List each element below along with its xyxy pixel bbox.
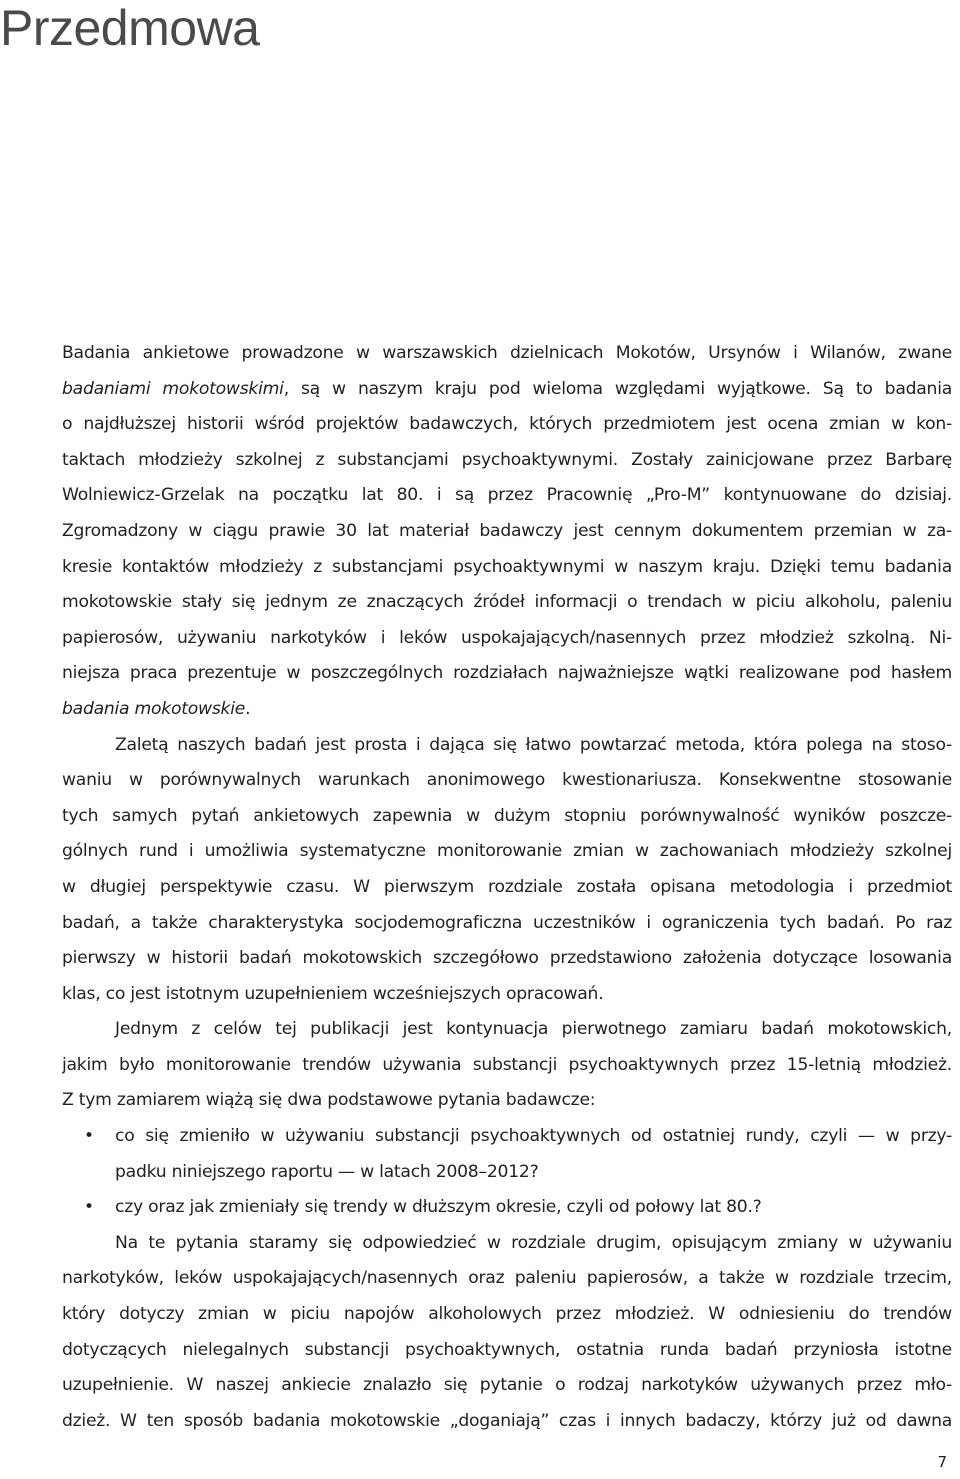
text-line [62,1155,952,1191]
text-line [62,1083,952,1119]
text-line [62,692,952,728]
text-line [62,834,952,870]
text-line [62,1012,952,1048]
text-line [62,656,952,692]
line-text: Na te pytania staramy się odpowiedzieć w rozdziale drugim, opisującym zmiany w używaniu [115,1232,952,1253]
line-text: . [245,698,251,719]
line-text: dotyczących nielegalnych substancji psychoaktywnych, ostatnia runda badań przyniosła istotne [62,1339,952,1360]
text-line [62,1333,952,1369]
text-line [62,621,952,657]
line-text: Wolniewicz-Grzelak na początku lat 80. i są przez Pracownię „Pro-M” kontynuowane do dzisiaj. [62,485,952,506]
text-line [62,906,952,942]
line-text: papierosów, używaniu narkotyków i leków uspokajających/nasennych przez młodzież szkolną. Ni- [62,627,952,648]
text-line [62,443,952,479]
text-line [62,1404,952,1440]
text-line [62,977,952,1013]
text-line [62,1297,952,1333]
line-text: waniu w porównywalnych warunkach anonimowego kwestionariusza. Konsekwentne stosowanie [62,770,952,791]
text-line [62,1261,952,1297]
line-text: uzupełnienie. W naszej ankiecie znalazło się pytanie o rodzaj narkotyków używanych przez mło- [62,1375,952,1396]
line-text: Z tym zamiarem wiążą się dwa podstawowe pytania badawcze: [62,1090,596,1111]
line-text: gólnych rund i umożliwia systematyczne monitorowanie zmian w zachowaniach młodzieży szkolnej [62,841,952,862]
line-text: Badania ankietowe prowadzone w warszawskich dzielnicach Mokotów, Ursynów i Wilanów, zwane [62,343,952,363]
line-text: kresie kontaktów młodzieży z substancjami psychoaktywnymi w naszym kraju. Dzięki temu badania [62,556,952,577]
text-line [62,728,952,764]
line-text: pierwszy w historii badań mokotowskich szczegółowo przedstawiono założenia dotyczące losowania [62,948,952,969]
text-line [62,941,952,977]
line-text: taktach młodzieży szkolnej z substancjami psychoaktywnymi. Zostały zainicjowane przez Barbarę [62,449,952,470]
line-text: niejsza praca prezentuje w poszczególnych rozdziałach najważniejsze wątki realizowane pod hasłem [62,663,952,684]
line-text: dzież. W ten sposób badania mokotowskie „doganiają” czas i innych badaczy, którzy już od dawna [62,1410,952,1431]
text-line [62,407,952,443]
line-text: klas, co jest istotnym uzupełnieniem wcześniejszych opracowań. [62,983,604,1004]
document-body [62,336,952,1439]
line-text: tych samych pytań ankietowych zapewnia w dużym stopniu porównywalność wyników poszcze- [62,805,952,826]
line-text: Jednym z celów tej publikacji jest kontynuacja pierwotnego zamiaru badań mokotowskich, [115,1019,952,1040]
text-line [62,514,952,550]
line-text: mokotowskie stały się jednym ze znaczących źródeł informacji o trendach w piciu alkoholu, paleniu [62,592,952,613]
page-title: Przedmowa [0,0,260,56]
text-line [62,478,952,514]
line-text: Zgromadzony w ciągu prawie 30 lat materiał badawczy jest cennym dokumentem przemian w za- [62,520,952,541]
line-text: jakim było monitorowanie trendów używania substancji psychoaktywnych przez 15-letnią młodzież. [62,1054,952,1075]
bullet-line [62,1190,952,1226]
line-text: , są w naszym kraju pod wieloma względami wyjątkowe. Są to badania [283,378,952,399]
line-text: w długiej perspektywie czasu. W pierwszym rozdziale została opisana metodologia i przedmiot [62,876,952,897]
italic-term: badaniami mokotowskimi [62,378,284,399]
line-text: co się zmieniło w używaniu substancji psychoaktywnych od ostatniej rundy, czyli — w przy- [115,1126,952,1147]
bullet-marker: • [84,1126,94,1147]
text-line [62,585,952,621]
bullet-line [62,1119,952,1155]
text-line [62,336,952,372]
line-text: narkotyków, leków uspokajających/nasennych oraz paleniu papierosów, a także w rozdziale trzecim, [62,1268,952,1289]
text-line [62,1226,952,1262]
text-line [62,763,952,799]
text-line [62,550,952,586]
text-line [62,372,952,408]
text-line [62,1048,952,1084]
line-text: o najdłuższej historii wśród projektów badawczych, których przedmiotem jest ocena zmian w kon- [62,414,952,435]
text-line [62,1368,952,1404]
italic-term: badania mokotowskie [62,698,246,719]
line-text: czy oraz jak zmieniały się trendy w dłuższym okresie, czyli od połowy lat 80.? [115,1197,762,1218]
line-text: który dotyczy zmian w piciu napojów alkoholowych przez młodzież. W odniesieniu do trendów [62,1304,952,1325]
line-text: Zaletą naszych badań jest prosta i dająca się łatwo powtarzać metoda, która polega na stoso- [115,734,952,755]
page-number: 7 [937,1453,947,1471]
text-line [62,870,952,906]
bullet-marker: • [84,1197,94,1218]
line-text: padku niniejszego raportu — w latach 2008–2012? [115,1161,539,1182]
text-line [62,799,952,835]
line-text: badań, a także charakterystyka socjodemograficzna uczestników i ograniczenia tych badań. Po raz [62,912,952,933]
